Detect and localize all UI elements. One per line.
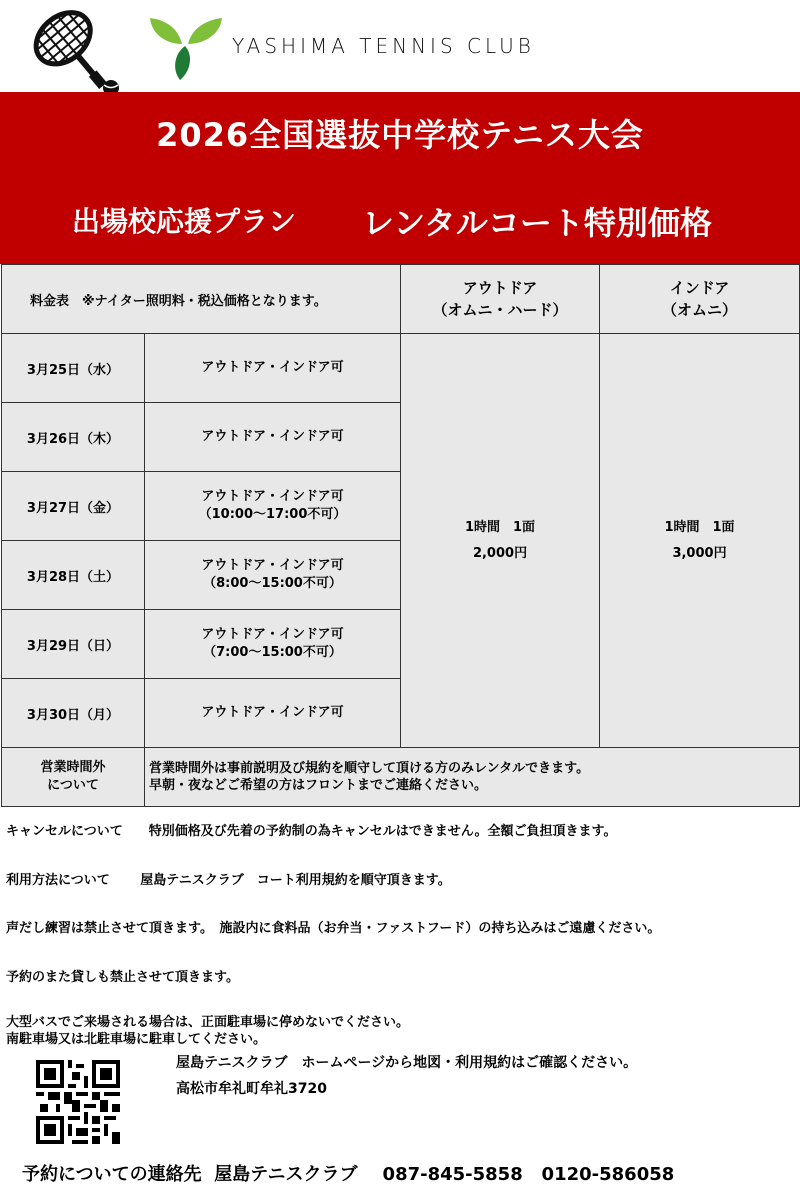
date-cell: 3月28日（土） xyxy=(2,541,145,610)
outdoor-price-cell xyxy=(401,334,600,748)
contact-label: 予約についての連絡先 xyxy=(22,1164,202,1185)
outdoor-header-surface: （オムニ・ハード） xyxy=(432,301,568,319)
availability-cell xyxy=(145,679,401,748)
club-address: 高松市牟礼町牟礼3720 xyxy=(176,1081,327,1097)
plan-subtitle: 出場校応援プラン xyxy=(72,205,297,238)
title-banner xyxy=(0,92,800,264)
price-table xyxy=(1,264,800,807)
off-hours-text xyxy=(145,748,800,807)
off-hours-label-line2: について xyxy=(47,778,99,793)
date-cell: 3月29日（日） xyxy=(2,610,145,679)
indoor-header-title: インドア xyxy=(669,279,730,297)
availability-text: アウトドア・インドア可 xyxy=(201,705,344,720)
availability-restriction: （10:00～17:00不可） xyxy=(198,507,347,522)
availability-text: アウトドア・インドア可 xyxy=(201,627,344,642)
homepage-info: 屋島テニスクラブ ホームページから地図・利用規約はご確認ください。 xyxy=(176,1055,638,1071)
date-cell: 3月26日（木） xyxy=(2,403,145,472)
contact-club: 屋島テニスクラブ xyxy=(214,1164,358,1185)
indoor-header-surface: （オムニ） xyxy=(662,301,738,319)
club-logo-icon xyxy=(148,14,224,80)
outdoor-price-unit: 1時間 1面 xyxy=(464,519,536,535)
table-header-row xyxy=(2,265,800,334)
availability-text: アウトドア・インドア可 xyxy=(201,360,344,375)
availability-restriction: （7:00～15:00不可） xyxy=(203,645,342,660)
availability-cell xyxy=(145,610,401,679)
outdoor-header-title: アウトドア xyxy=(462,279,538,297)
usage-policy: 利用方法について 屋島テニスクラブ コート利用規約を順守頂きます。 xyxy=(6,873,451,888)
off-hours-text-line2: 早朝・夜などご希望の方はフロントまでご連絡ください。 xyxy=(149,778,488,793)
availability-restriction: （8:00～15:00不可） xyxy=(203,576,342,591)
availability-text: アウトドア・インドア可 xyxy=(201,558,344,573)
availability-cell xyxy=(145,472,401,541)
date-cell: 3月30日（月） xyxy=(2,679,145,748)
indoor-column-header xyxy=(600,265,800,334)
price-subtitle: レンタルコート特別価格 xyxy=(362,204,712,242)
price-table-note: 料金表 ※ナイター照明料・税込価格となります。 xyxy=(2,265,401,334)
off-hours-row xyxy=(2,748,800,807)
qr-code-icon[interactable] xyxy=(36,1060,120,1144)
availability-text: アウトドア・インドア可 xyxy=(201,489,344,504)
date-cell: 3月27日（金） xyxy=(2,472,145,541)
phone-number-1[interactable]: 087-845-5858 xyxy=(382,1164,523,1185)
table-row xyxy=(2,334,800,403)
outdoor-price-value: 2,000円 xyxy=(472,545,528,561)
voice-food-policy: 声だし練習は禁止させて頂きます。 施設内に食料品（お弁当・ファストフード）の持ち込みはご遠慮ください。 xyxy=(6,921,661,936)
indoor-price-value: 3,000円 xyxy=(672,545,727,561)
off-hours-text-line1: 営業時間外は事前説明及び規約を順守して頂ける方のみレンタルできます。 xyxy=(149,761,590,776)
availability-cell xyxy=(145,403,401,472)
cancel-policy: キャンセルについて 特別価格及び先着の予約制の為キャンセルはできません。全額ご負担頂きます。 xyxy=(6,824,617,839)
bus-policy-line2: 南駐車場又は北駐車場に駐車してください。 xyxy=(6,1032,267,1047)
page-title: 2026全国選抜中学校テニス大会 xyxy=(156,116,644,154)
date-cell: 3月25日（水） xyxy=(2,334,145,403)
availability-cell xyxy=(145,334,401,403)
bus-policy-line1: 大型バスでご来場される場合は、正面駐車場に停めないでください。 xyxy=(6,1015,410,1030)
availability-text: アウトドア・インドア可 xyxy=(201,429,344,444)
tennis-racket-icon xyxy=(14,8,124,98)
indoor-price-unit: 1時間 1面 xyxy=(664,519,735,535)
contact-line xyxy=(22,1160,674,1186)
outdoor-column-header xyxy=(401,265,600,334)
phone-number-2[interactable]: 0120-586058 xyxy=(541,1164,675,1185)
club-name: YASHIMA TENNIS CLUB xyxy=(232,34,535,58)
logo-area xyxy=(0,0,800,95)
off-hours-label-line1: 営業時間外 xyxy=(40,760,106,775)
indoor-price-cell xyxy=(600,334,800,748)
off-hours-label xyxy=(2,748,145,807)
availability-cell xyxy=(145,541,401,610)
sublet-policy: 予約のまた貸しも禁止させて頂きます。 xyxy=(6,970,239,985)
